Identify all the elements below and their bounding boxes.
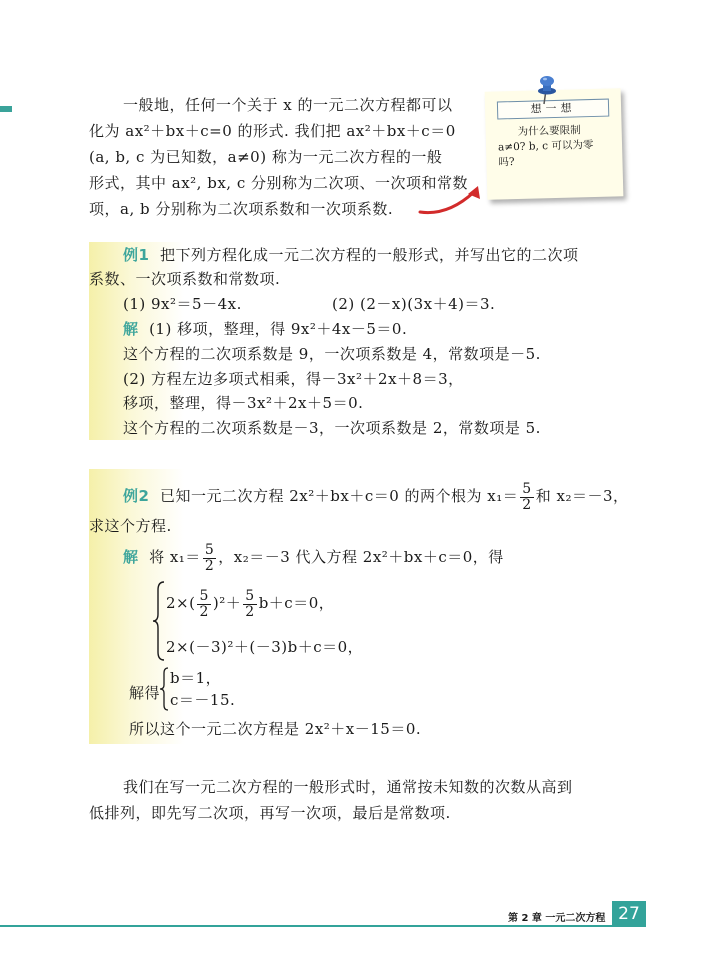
example-1-line-2: 系数、一次项系数和常数项. <box>89 270 281 288</box>
intro-line-1: 一般地，任何一个关于 x 的一元二次方程都可以 <box>123 96 453 114</box>
example-1-intro-line <box>123 245 579 265</box>
closing-line-2: 低排列，即先写二次项，再写一次项，最后是常数项. <box>89 804 451 822</box>
example-1-solution-line-5: 这个方程的二次项系数是－3，一次项系数是 2，常数项是 5. <box>123 419 541 437</box>
fraction-numerator: 5 <box>245 587 255 604</box>
example-1-solution-line-3: (2) 方程左边多项式相乘，得－3x²＋2x＋8＝3， <box>123 370 464 388</box>
example-2-solution-line-1 <box>123 540 504 574</box>
fraction-numerator: 5 <box>522 480 532 497</box>
system-equation-1 <box>166 586 334 620</box>
intro-line-3: (a, b, c 为已知数，a≠0) 称为一元二次方程的一般 <box>89 148 443 166</box>
example-1-problem-1: (1) 9x²＝5－4x. <box>123 295 242 313</box>
fraction-denominator: 2 <box>522 496 532 513</box>
example-2-solution-label: 解 <box>123 548 139 566</box>
fraction-five-halves-4 <box>243 589 256 620</box>
left-brace-small-icon <box>159 667 169 711</box>
example-2-intro-line <box>123 479 629 513</box>
closing-line-1: 我们在写一元二次方程的一般形式时，通常按未知数的次数从高到 <box>123 778 573 796</box>
fraction-five-halves <box>520 482 533 513</box>
equation-1-part-c: b＋c＝0， <box>258 594 335 612</box>
example-2-question-end: 和 x₂＝－3， <box>535 487 629 505</box>
think-note-text <box>497 122 612 170</box>
example-2-substitute-end: ，x₂＝－3 代入方程 2x²＋bx＋c＝0，得 <box>218 548 504 566</box>
result-b: b＝1， <box>170 669 222 687</box>
equation-1-part-b: )²＋ <box>212 594 242 612</box>
example-2-conclusion: 所以这个一元二次方程是 2x²＋x－15＝0. <box>129 720 422 738</box>
think-note-line-3: 吗? <box>498 156 515 169</box>
example-1-solution-step: (1) 移项，整理，得 9x²＋4x－5＝0. <box>149 320 408 338</box>
fraction-five-halves-3 <box>197 589 210 620</box>
intro-line-2: 化为 ax²＋bx＋c=0 的形式. 我们把 ax²＋bx＋c＝0 <box>89 122 456 140</box>
page-number: 27 <box>612 901 646 927</box>
example-2-question-start: 已知一元二次方程 2x²＋bx＋c＝0 的两个根为 x₁＝ <box>159 487 519 505</box>
example-1-solution-line-4: 移项，整理，得－3x²＋2x＋5＝0. <box>123 394 364 412</box>
chapter-label: 第 2 章 一元二次方程 <box>508 913 606 924</box>
example-2-substitute-start: 将 x₁＝ <box>149 548 201 566</box>
example-1-solution-line-2: 这个方程的二次项系数是 9，一次项系数是 4，常数项是－5. <box>123 345 541 363</box>
system-equation-2: 2×(－3)²＋(－3)b＋c＝0， <box>166 638 364 656</box>
solve-label: 解得 <box>129 684 161 702</box>
example-2-label: 例2 <box>123 487 150 505</box>
example-1-solution-label: 解 <box>123 320 139 338</box>
intro-line-5: 项，a, b 分别称为二次项系数和一次项系数. <box>89 200 394 218</box>
fraction-numerator: 5 <box>199 587 209 604</box>
fraction-denominator: 2 <box>245 603 255 620</box>
fraction-denominator: 2 <box>204 557 215 574</box>
equation-1-part-a: 2×( <box>166 594 196 612</box>
result-c: c＝－15. <box>170 691 236 709</box>
margin-tab-mark <box>0 106 12 112</box>
example-1-label: 例1 <box>123 246 150 264</box>
think-note-line-1: 为什么要限制 <box>517 124 581 138</box>
fraction-five-halves-2 <box>203 543 216 574</box>
example-2-line-2: 求这个方程. <box>89 517 172 535</box>
think-note-line-2: a≠0? b, c 可以为零 <box>497 138 594 154</box>
example-1-question: 把下列方程化成一元二次方程的一般形式，并写出它的二次项 <box>159 246 579 264</box>
curved-arrow-icon <box>418 184 484 218</box>
left-brace-icon <box>152 580 166 662</box>
think-note-title: 想一想 <box>497 99 609 120</box>
pushpin-icon <box>532 72 562 106</box>
example-1-problem-2: (2) (2－x)(3x＋4)＝3. <box>332 295 496 313</box>
example-1-solution-line-1 <box>123 319 407 339</box>
intro-line-4: 形式，其中 ax², bx, c 分别称为二次项、一次项和常数 <box>89 174 468 192</box>
fraction-denominator: 2 <box>199 603 209 620</box>
fraction-numerator: 5 <box>204 541 215 558</box>
